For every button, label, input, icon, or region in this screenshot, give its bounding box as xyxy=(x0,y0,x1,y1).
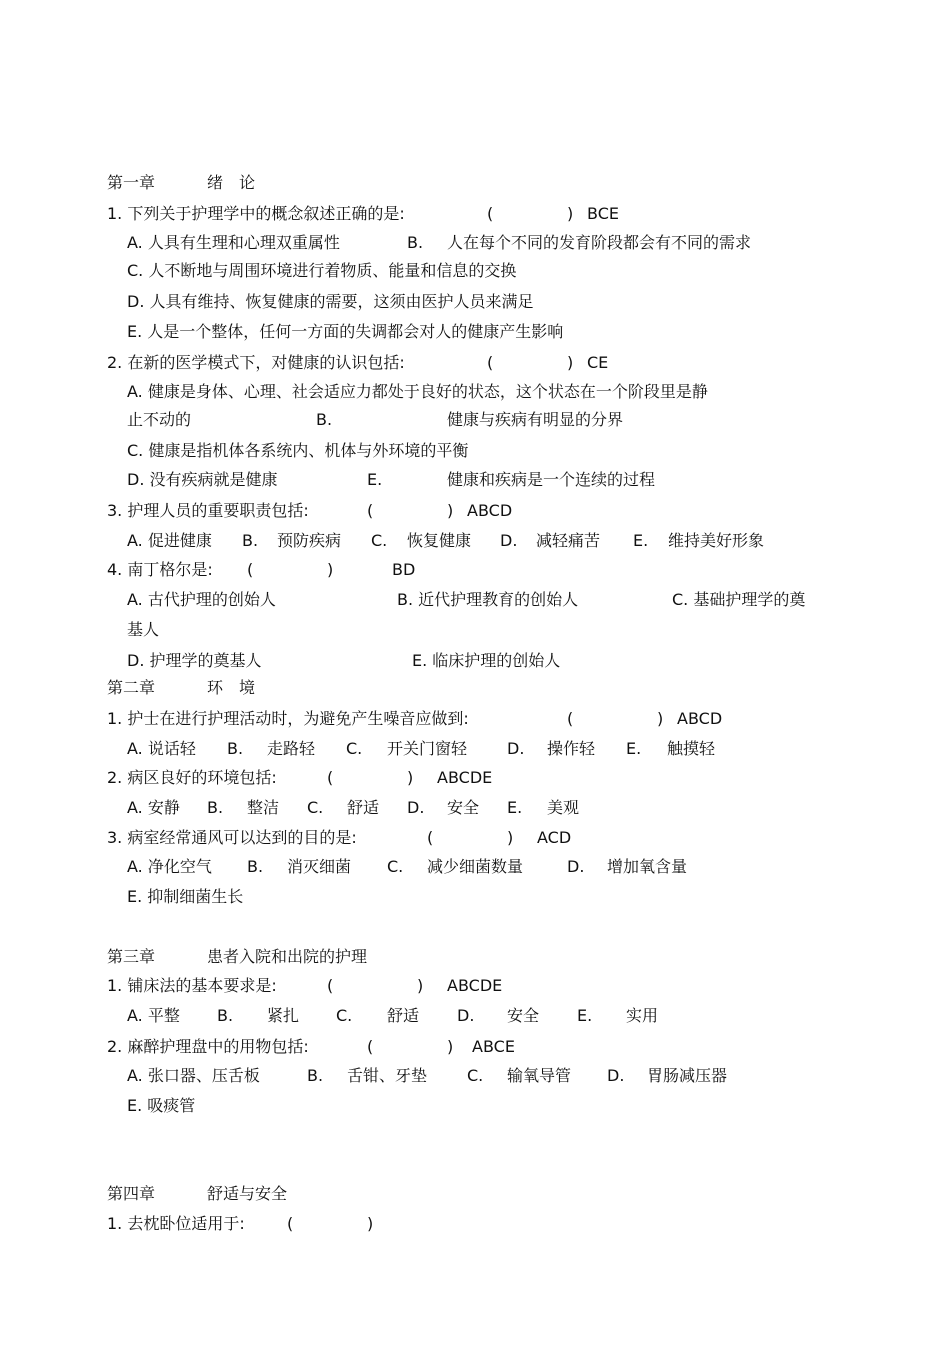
option-letter: C. xyxy=(387,857,404,876)
question-text: 3. 病室经常通风可以达到的目的是: xyxy=(107,828,357,847)
option-b: 人在每个不同的发育阶段都会有不同的需求 xyxy=(447,233,752,252)
chapter-title: 环 境 xyxy=(207,678,256,697)
bracket-close: ) xyxy=(447,1037,454,1056)
option-letter: D. xyxy=(407,798,425,817)
option-b: 舌钳、牙垫 xyxy=(347,1066,428,1085)
option-b: 紧扎 xyxy=(267,1006,300,1025)
option-a: A. 人具有生理和心理双重属性 xyxy=(127,233,340,252)
option-e: 健康和疾病是一个连续的过程 xyxy=(447,470,656,489)
option-a: A. 说话轻 xyxy=(127,739,196,758)
option-d: D. 护理学的奠基人 xyxy=(127,651,262,670)
option-d: D. 没有疾病就是健康 xyxy=(127,470,278,489)
option-c: 开关门窗轻 xyxy=(387,739,468,758)
option-letter: B. xyxy=(227,739,244,758)
bracket-close: ) xyxy=(657,709,664,728)
option-letter: D. xyxy=(607,1066,625,1085)
option-d: 安全 xyxy=(507,1006,540,1025)
answer-key: ABCDE xyxy=(437,768,493,787)
bracket-open: ( xyxy=(367,501,374,520)
chapter-label: 第三章 xyxy=(107,947,156,966)
option-e: 实用 xyxy=(626,1006,659,1025)
option-letter: C. xyxy=(371,531,388,550)
option-a: A. 古代护理的创始人 xyxy=(127,590,276,609)
option-b: 健康与疾病有明显的分界 xyxy=(447,410,624,429)
option-letter: B. xyxy=(242,531,259,550)
bracket-open: ( xyxy=(567,709,574,728)
option-letter: B. xyxy=(217,1006,234,1025)
bracket-close: ) xyxy=(567,353,574,372)
option-d: 增加氧含量 xyxy=(607,857,688,876)
option-d: 安全 xyxy=(447,798,480,817)
option-d: 操作轻 xyxy=(547,739,596,758)
bracket-close: ) xyxy=(447,501,454,520)
option-letter: D. xyxy=(507,739,525,758)
option-letter: D. xyxy=(457,1006,475,1025)
bracket-close: ) xyxy=(507,828,514,847)
option-d: D. 人具有维持、恢复健康的需要，这须由医护人员来满足 xyxy=(127,292,534,311)
option-e: 美观 xyxy=(547,798,580,817)
option-letter: B. xyxy=(316,410,333,429)
question-text: 1. 铺床法的基本要求是: xyxy=(107,976,277,995)
answer-key: ABCD xyxy=(677,709,723,728)
question-text: 3. 护理人员的重要职责包括: xyxy=(107,501,309,520)
option-b: 消灭细菌 xyxy=(287,857,352,876)
option-letter: E. xyxy=(507,798,523,817)
option-c: C. 健康是指机体各系统内、机体与外环境的平衡 xyxy=(127,441,469,460)
option-c: 舒适 xyxy=(347,798,380,817)
option-letter: C. xyxy=(346,739,363,758)
bracket-open: ( xyxy=(487,353,494,372)
bracket-open: ( xyxy=(247,560,254,579)
option-e: E. 抑制细菌生长 xyxy=(127,887,244,906)
chapter-title: 舒适与安全 xyxy=(207,1184,288,1203)
question-text: 2. 在新的医学模式下，对健康的认识包括: xyxy=(107,353,405,372)
chapter-label: 第一章 xyxy=(107,173,156,192)
option-letter: C. xyxy=(336,1006,353,1025)
option-e: E. 吸痰管 xyxy=(127,1096,196,1115)
option-c: 恢复健康 xyxy=(407,531,472,550)
answer-key: BD xyxy=(392,560,416,579)
bracket-close: ) xyxy=(327,560,334,579)
bracket-open: ( xyxy=(427,828,434,847)
option-b: 预防疾病 xyxy=(277,531,342,550)
option-c: 舒适 xyxy=(387,1006,420,1025)
option-e: E. 人是一个整体，任何一方面的失调都会对人的健康产生影响 xyxy=(127,322,564,341)
question-text: 1. 护士在进行护理活动时，为避免产生噪音应做到: xyxy=(107,709,469,728)
bracket-close: ) xyxy=(417,976,424,995)
option-a: A. 健康是身体、心理、社会适应力都处于良好的状态，这个状态在一个阶段里是静 xyxy=(127,382,708,401)
option-e: E. 临床护理的创始人 xyxy=(412,651,561,670)
bracket-close: ) xyxy=(567,204,574,223)
question-text: 4. 南丁格尔是: xyxy=(107,560,213,579)
option-d: 减轻痛苦 xyxy=(536,531,601,550)
option-letter: E. xyxy=(626,739,642,758)
option-c-continued: 基人 xyxy=(127,620,160,639)
option-letter: D. xyxy=(500,531,518,550)
bracket-close: ) xyxy=(407,768,414,787)
answer-key: ABCD xyxy=(467,501,513,520)
option-letter: E. xyxy=(633,531,649,550)
option-e: 维持美好形象 xyxy=(668,531,765,550)
question-text: 1. 去枕卧位适用于: xyxy=(107,1214,245,1233)
option-a-continued: 止不动的 xyxy=(127,410,192,429)
option-a: A. 安静 xyxy=(127,798,180,817)
bracket-open: ( xyxy=(327,768,334,787)
question-text: 2. 病区良好的环境包括: xyxy=(107,768,277,787)
option-letter: C. xyxy=(467,1066,484,1085)
answer-key: ABCDE xyxy=(447,976,503,995)
option-letter: B. xyxy=(307,1066,324,1085)
bracket-close: ) xyxy=(367,1214,374,1233)
option-letter: B. xyxy=(247,857,264,876)
option-a: A. 张口器、压舌板 xyxy=(127,1066,260,1085)
answer-key: CE xyxy=(587,353,609,372)
option-letter: B. xyxy=(207,798,224,817)
option-letter: D. xyxy=(567,857,585,876)
option-b: B. 近代护理教育的创始人 xyxy=(397,590,579,609)
option-c: C. 基础护理学的奠 xyxy=(672,590,806,609)
chapter-label: 第二章 xyxy=(107,678,156,697)
option-c: C. 人不断地与周围环境进行着物质、能量和信息的交换 xyxy=(127,261,517,280)
option-letter: C. xyxy=(307,798,324,817)
question-text: 1. 下列关于护理学中的概念叙述正确的是: xyxy=(107,204,405,223)
question-text: 2. 麻醉护理盘中的用物包括: xyxy=(107,1037,309,1056)
bracket-open: ( xyxy=(287,1214,294,1233)
option-letter: B. xyxy=(407,233,424,252)
option-d: 胃肠减压器 xyxy=(647,1066,728,1085)
answer-key: ABCE xyxy=(472,1037,515,1056)
bracket-open: ( xyxy=(327,976,334,995)
option-c: 减少细菌数量 xyxy=(427,857,524,876)
answer-key: BCE xyxy=(587,204,619,223)
answer-key: ACD xyxy=(537,828,572,847)
option-letter: E. xyxy=(367,470,383,489)
option-a: A. 平整 xyxy=(127,1006,180,1025)
chapter-title: 绪 论 xyxy=(207,173,256,192)
option-a: A. 促进健康 xyxy=(127,531,212,550)
chapter-title: 患者入院和出院的护理 xyxy=(207,947,368,966)
bracket-open: ( xyxy=(487,204,494,223)
option-b: 整洁 xyxy=(247,798,280,817)
option-e: 触摸轻 xyxy=(667,739,716,758)
chapter-label: 第四章 xyxy=(107,1184,156,1203)
option-letter: E. xyxy=(577,1006,593,1025)
bracket-open: ( xyxy=(367,1037,374,1056)
option-a: A. 净化空气 xyxy=(127,857,212,876)
option-b: 走路轻 xyxy=(267,739,316,758)
option-c: 输氧导管 xyxy=(507,1066,572,1085)
